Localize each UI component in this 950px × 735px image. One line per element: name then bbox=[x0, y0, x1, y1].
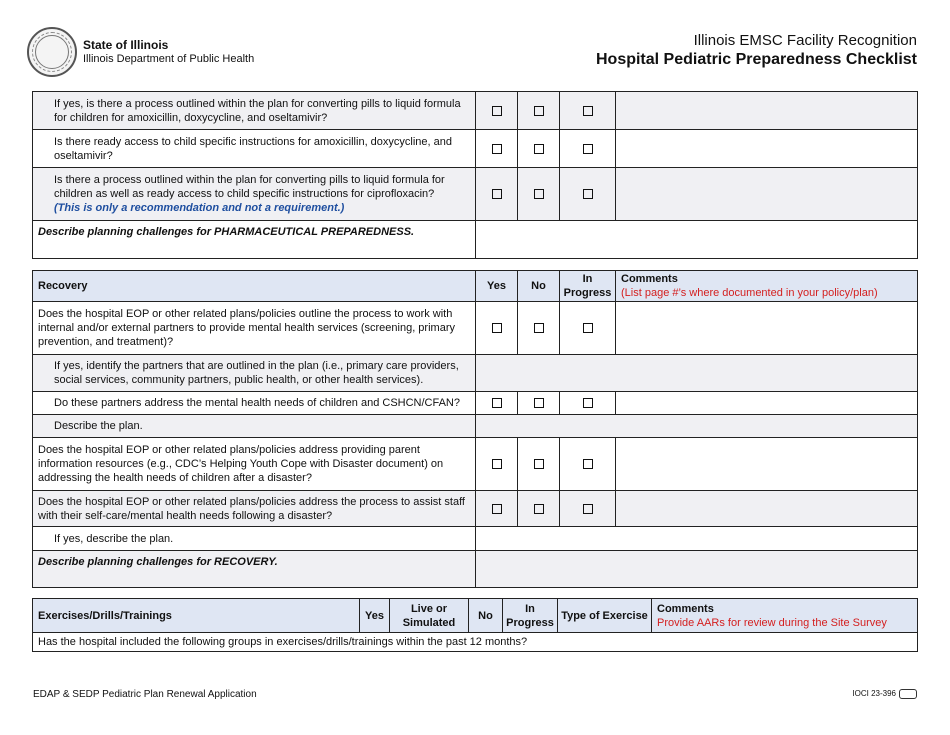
comments-field[interactable] bbox=[616, 168, 918, 221]
no-checkbox[interactable] bbox=[534, 504, 544, 514]
no-checkbox[interactable] bbox=[534, 459, 544, 469]
yes-cell bbox=[476, 130, 518, 168]
in-progress-cell bbox=[560, 392, 616, 415]
question-text: Does the hospital EOP or other related plans/policies address the process to assist staff with their self-care/mental health needs following a disaster? bbox=[33, 491, 476, 527]
table-row bbox=[33, 92, 918, 130]
in-progress-checkbox[interactable] bbox=[583, 106, 593, 116]
yes-checkbox[interactable] bbox=[492, 459, 502, 469]
yes-checkbox[interactable] bbox=[492, 398, 502, 408]
comments-field[interactable] bbox=[616, 392, 918, 415]
checklist-title: Hospital Pediatric Preparedness Checklist bbox=[595, 51, 917, 68]
org-department: Illinois Department of Public Health bbox=[83, 53, 255, 65]
in-progress-checkbox[interactable] bbox=[583, 459, 593, 469]
comments-header bbox=[652, 599, 918, 633]
in-progress-cell bbox=[560, 130, 616, 168]
in-progress-checkbox[interactable] bbox=[583, 398, 593, 408]
state-seal bbox=[27, 27, 77, 77]
table-row bbox=[33, 633, 918, 652]
question-text: If yes, identify the partners that are outlined in the plan (i.e., primary care providers, social services, community partners, public health, or other health services). bbox=[33, 355, 476, 392]
table-header bbox=[33, 599, 918, 633]
comments-title: Comments bbox=[621, 273, 678, 285]
response-field[interactable] bbox=[476, 415, 918, 438]
no-cell bbox=[518, 392, 560, 415]
no-checkbox[interactable] bbox=[534, 189, 544, 199]
table-row bbox=[33, 221, 918, 259]
section-title: Recovery bbox=[33, 271, 476, 302]
in-progress-header: In Progress bbox=[560, 271, 616, 302]
yes-checkbox[interactable] bbox=[492, 189, 502, 199]
program-title: Illinois EMSC Facility Recognition bbox=[693, 32, 917, 49]
question-text: Does the hospital EOP or other related plans/policies outline the process to work with internal and/or external partners to provide mental health services (screening, primary prevention, and treatment)? bbox=[33, 302, 476, 355]
in-progress-checkbox[interactable] bbox=[583, 144, 593, 154]
comments-field[interactable] bbox=[616, 302, 918, 355]
table-header bbox=[33, 271, 918, 302]
document-title-block bbox=[596, 31, 917, 70]
printer-mark-icon bbox=[899, 689, 917, 699]
yes-cell bbox=[476, 302, 518, 355]
live-simulated-header: Live or Simulated bbox=[390, 599, 469, 633]
in-progress-cell bbox=[560, 92, 616, 130]
no-cell bbox=[518, 130, 560, 168]
yes-cell bbox=[476, 92, 518, 130]
table-row bbox=[33, 438, 918, 491]
footer-right bbox=[852, 689, 917, 699]
response-field[interactable] bbox=[476, 355, 918, 392]
no-header: No bbox=[469, 599, 503, 633]
org-block bbox=[83, 38, 254, 66]
table-row bbox=[33, 491, 918, 527]
section-title: Exercises/Drills/Trainings bbox=[33, 599, 360, 633]
yes-cell bbox=[476, 168, 518, 221]
in-progress-cell bbox=[560, 302, 616, 355]
in-progress-checkbox[interactable] bbox=[583, 504, 593, 514]
comments-field[interactable] bbox=[616, 130, 918, 168]
seal-center bbox=[35, 35, 69, 69]
yes-cell bbox=[476, 491, 518, 527]
table-row bbox=[33, 355, 918, 392]
in-progress-cell bbox=[560, 168, 616, 221]
question-text: Is there a process outlined within the plan for converting pills to liquid formula for children as well as ready access to child specific instructions for ciprofloxacin? bbox=[54, 174, 445, 200]
comments-note: Provide AARs for review during the Site Survey bbox=[657, 616, 887, 629]
no-checkbox[interactable] bbox=[534, 106, 544, 116]
table-row bbox=[33, 527, 918, 551]
yes-checkbox[interactable] bbox=[492, 323, 502, 333]
question-text: Has the hospital included the following groups in exercises/drills/trainings within the past 12 months? bbox=[33, 633, 918, 652]
no-cell bbox=[518, 302, 560, 355]
yes-cell bbox=[476, 392, 518, 415]
planning-challenges-label: Describe planning challenges for PHARMACEUTICAL PREPAREDNESS. bbox=[33, 221, 476, 259]
no-cell bbox=[518, 92, 560, 130]
comments-field[interactable] bbox=[616, 491, 918, 527]
org-state: State of Illinois bbox=[83, 38, 169, 52]
table-row bbox=[33, 168, 918, 221]
no-header: No bbox=[518, 271, 560, 302]
in-progress-cell bbox=[560, 438, 616, 491]
table-row bbox=[33, 130, 918, 168]
yes-header: Yes bbox=[360, 599, 390, 633]
no-cell bbox=[518, 491, 560, 527]
question-text: Do these partners address the mental health needs of children and CSHCN/CFAN? bbox=[33, 392, 476, 415]
comments-title: Comments bbox=[657, 602, 714, 615]
no-checkbox[interactable] bbox=[534, 323, 544, 333]
in-progress-cell bbox=[560, 491, 616, 527]
comments-field[interactable] bbox=[616, 92, 918, 130]
response-field[interactable] bbox=[476, 527, 918, 551]
question-cell bbox=[33, 168, 476, 221]
in-progress-checkbox[interactable] bbox=[583, 323, 593, 333]
exercise-type-header: Type of Exercise bbox=[558, 599, 652, 633]
comments-note: (List page #’s where documented in your policy/plan) bbox=[621, 287, 878, 299]
in-progress-checkbox[interactable] bbox=[583, 189, 593, 199]
question-text: Is there ready access to child specific instructions for amoxicillin, doxycycline, and oseltamivir? bbox=[33, 130, 476, 168]
question-text: If yes, describe the plan. bbox=[33, 527, 476, 551]
yes-checkbox[interactable] bbox=[492, 504, 502, 514]
recovery-table bbox=[32, 270, 918, 588]
no-cell bbox=[518, 438, 560, 491]
no-cell bbox=[518, 168, 560, 221]
yes-cell bbox=[476, 438, 518, 491]
form-number: IOCI 23-396 bbox=[852, 689, 896, 699]
table-row bbox=[33, 415, 918, 438]
yes-checkbox[interactable] bbox=[492, 144, 502, 154]
planning-challenges-label: Describe planning challenges for RECOVERY. bbox=[33, 551, 476, 588]
comments-header bbox=[616, 271, 918, 302]
comments-field[interactable] bbox=[616, 438, 918, 491]
question-text: Does the hospital EOP or other related plans/policies address providing parent information resources (e.g., CDC’s Helping Youth Cope with Disaster document) on addressing the health needs of children after a disaster? bbox=[33, 438, 476, 491]
footer-left: EDAP & SEDP Pediatric Plan Renewal Application bbox=[33, 689, 257, 700]
no-checkbox[interactable] bbox=[534, 398, 544, 408]
question-text: If yes, is there a process outlined within the plan for converting pills to liquid formula for children for amoxicillin, doxycycline, and oseltamivir? bbox=[33, 92, 476, 130]
exercises-table bbox=[32, 598, 918, 652]
planning-challenges-field[interactable] bbox=[476, 551, 918, 588]
recommendation-note: (This is only a recommendation and not a requirement.) bbox=[54, 202, 345, 214]
yes-checkbox[interactable] bbox=[492, 106, 502, 116]
yes-header: Yes bbox=[476, 271, 518, 302]
no-checkbox[interactable] bbox=[534, 144, 544, 154]
pharma-table bbox=[32, 91, 918, 259]
table-row bbox=[33, 302, 918, 355]
question-text: Describe the plan. bbox=[33, 415, 476, 438]
planning-challenges-field[interactable] bbox=[476, 221, 918, 259]
table-row bbox=[33, 551, 918, 588]
table-row bbox=[33, 392, 918, 415]
in-progress-header: In Progress bbox=[503, 599, 558, 633]
